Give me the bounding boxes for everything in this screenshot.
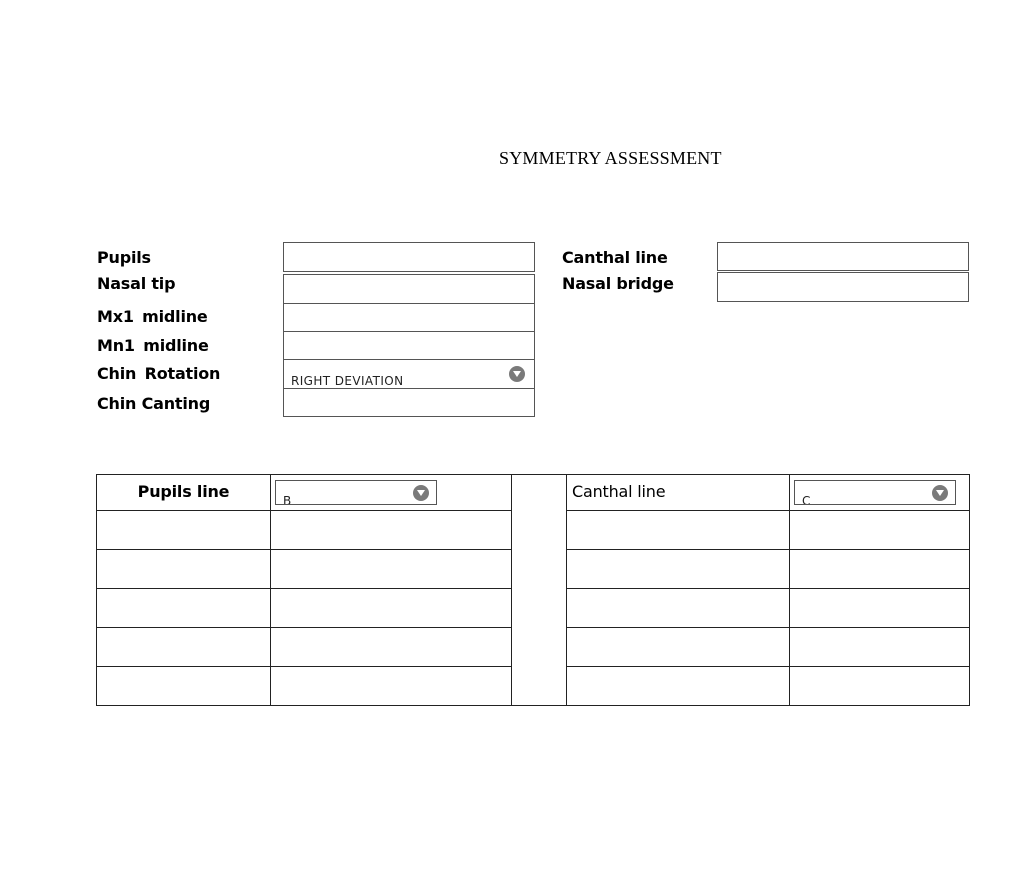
mx1-midline-label: Mx1 midline [97,307,208,326]
table-hline [96,705,970,706]
pupils-label: Pupils [97,248,151,267]
chevron-down-circle-icon[interactable] [413,485,429,501]
nasal-tip-label: Nasal tip [97,274,176,293]
table-header-canthal-line: Canthal line [572,482,666,501]
mn1-midline-field[interactable] [283,331,535,360]
mn1-midline-label: Mn1 midline [97,336,209,355]
chin-rotation-select[interactable] [283,359,535,389]
table-cell[interactable] [271,589,511,627]
table-vline [511,474,512,706]
canthal-line-value: C [802,494,811,505]
nasal-bridge-field[interactable] [717,272,969,302]
table-cell[interactable] [790,550,969,588]
chin-canting-label: Chin Canting [97,394,211,413]
nasal-bridge-label: Nasal bridge [562,274,674,293]
canthal-line-field[interactable] [717,242,969,271]
table-cell[interactable] [97,589,270,627]
table-cell[interactable] [790,589,969,627]
table-cell[interactable] [567,667,789,705]
mx1-midline-field[interactable] [283,303,535,332]
table-hline [96,474,970,475]
canthal-line-label: Canthal line [562,248,668,267]
pupils-line-select[interactable] [275,480,437,505]
table-cell[interactable] [97,628,270,666]
chin-rotation-label: Chin Rotation [97,364,221,383]
chevron-down-circle-icon[interactable] [932,485,948,501]
canthal-line-select[interactable] [794,480,956,505]
table-cell[interactable] [97,667,270,705]
table-cell[interactable] [271,667,511,705]
table-cell[interactable] [567,550,789,588]
page-title: SYMMETRY ASSESSMENT [499,148,722,168]
table-cell[interactable] [271,550,511,588]
table-cell[interactable] [567,628,789,666]
pupils-field[interactable] [283,242,535,272]
table-cell[interactable] [97,550,270,588]
table-cell[interactable] [567,589,789,627]
nasal-tip-field[interactable] [283,274,535,304]
table-vline [969,474,970,706]
table-cell[interactable] [567,511,789,549]
table-cell[interactable] [790,511,969,549]
table-header-pupils-line: Pupils line [137,482,230,501]
table-cell[interactable] [271,628,511,666]
table-cell[interactable] [790,628,969,666]
table-cell[interactable] [790,667,969,705]
chevron-down-circle-icon[interactable] [509,366,525,382]
table-cell[interactable] [271,511,511,549]
pupils-line-value: B [283,494,292,505]
chin-canting-field[interactable] [283,388,535,417]
chin-rotation-value: RIGHT DEVIATION [291,374,404,388]
table-cell[interactable] [97,511,270,549]
